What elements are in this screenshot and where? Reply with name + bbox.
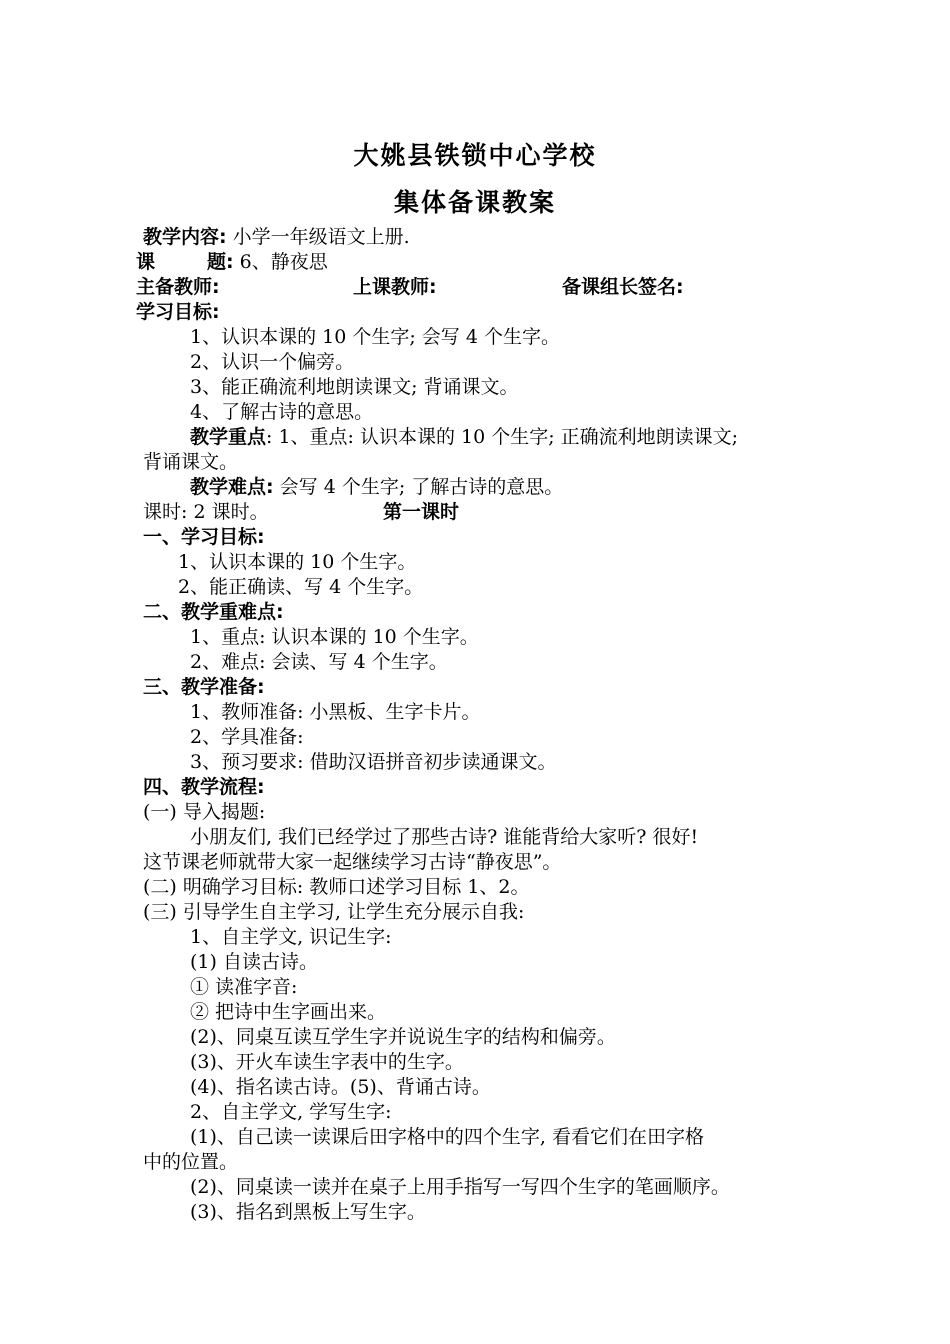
- section-heading: 二、教学重难点:: [143, 601, 284, 623]
- flow-line: 小朋友们, 我们已经学过了那些古诗? 谁能背给大家听? 很好!: [190, 826, 699, 848]
- lecturer-label: 上课教师:: [353, 276, 437, 298]
- objective-item: 2、认识一个偏旁。: [190, 351, 355, 373]
- flow-line: (2)、同桌互读互学生字并说说生字的结构和偏旁。: [190, 1026, 616, 1048]
- flow-line: 1、自主学文, 识记生字:: [190, 926, 392, 948]
- objective-item: 4、了解古诗的意思。: [190, 401, 374, 423]
- list-item: 1、认识本课的 10 个生字。: [178, 551, 417, 573]
- list-item: 2、学具准备:: [190, 726, 304, 748]
- flow-line: (2)、同桌读一读并在桌子上用手指写一写四个生字的笔画顺序。: [190, 1176, 730, 1198]
- flow-line: (3)、开火车读生字表中的生字。: [190, 1051, 464, 1073]
- section-heading: 三、教学准备:: [143, 676, 265, 698]
- flow-line: 2、自主学文, 学写生字:: [190, 1101, 392, 1123]
- flow-line: (二) 明确学习目标: 教师口述学习目标 1、2。: [143, 876, 530, 898]
- objectives-heading: 学习目标:: [136, 301, 220, 323]
- flow-line: (一) 导入揭题:: [143, 801, 266, 823]
- flow-line: (1) 自读古诗。: [190, 951, 318, 973]
- list-item: 2、难点: 会读、写 4 个生字。: [190, 651, 448, 673]
- objective-item: 3、能正确流利地朗读课文; 背诵课文。: [190, 376, 519, 398]
- key-points-text: : 1、重点: 认识本课的 10 个生字; 正确流利地朗读课文;: [266, 426, 739, 448]
- topic-label-a: 课: [136, 251, 156, 273]
- content-label: 教学内容:: [143, 226, 227, 248]
- main-teacher-label: 主备教师:: [136, 276, 220, 298]
- flow-line: 中的位置。: [143, 1151, 239, 1173]
- key-points-row: [190, 425, 738, 450]
- flow-line: 这节课老师就带大家一起继续学习古诗“静夜思”。: [143, 851, 562, 873]
- flow-line: (三) 引导学生自主学习, 让学生充分展示自我:: [143, 901, 525, 923]
- list-item: 3、预习要求: 借助汉语拼音初步读通课文。: [190, 751, 557, 773]
- topic-label-b: 题:: [207, 251, 234, 273]
- document-title: 集体备课教案: [393, 188, 556, 217]
- flow-line: (3)、指名到黑板上写生字。: [190, 1201, 426, 1223]
- flow-line: ② 把诗中生字画出来。: [190, 1001, 387, 1023]
- content-row: [143, 225, 410, 250]
- class-hours: 课时: 2 课时。: [143, 501, 269, 523]
- section-heading: 四、教学流程:: [143, 776, 265, 798]
- key-points-label: 教学重点: [190, 426, 267, 448]
- flow-line: (4)、指名读古诗。(5)、背诵古诗。: [190, 1076, 491, 1098]
- topic-value: 6、静夜思: [239, 251, 328, 273]
- flow-line: ① 读准字音:: [190, 976, 298, 998]
- difficulty-row: [190, 475, 563, 500]
- list-item: 1、重点: 认识本课的 10 个生字。: [190, 626, 479, 648]
- school-title: 大姚县铁锁中心学校: [353, 141, 597, 170]
- content-value: 小学一年级语文上册.: [232, 226, 410, 248]
- objective-item: 1、认识本课的 10 个生字; 会写 4 个生字。: [190, 326, 560, 348]
- flow-line: (1)、自己读一读课后田字格中的四个生字, 看看它们在田字格: [190, 1126, 704, 1148]
- list-item: 1、教师准备: 小黑板、生字卡片。: [190, 701, 481, 723]
- group-leader-label: 备课组长签名:: [562, 276, 684, 298]
- difficulty-label: 教学难点:: [190, 476, 274, 498]
- topic-row: [136, 250, 328, 275]
- list-item: 2、能正确读、写 4 个生字。: [178, 576, 424, 598]
- section-heading: 一、学习目标:: [143, 526, 265, 548]
- lesson-title: 第一课时: [383, 501, 460, 523]
- key-points-continued: 背诵课文。: [143, 451, 239, 473]
- difficulty-text: 会写 4 个生字; 了解古诗的意思。: [279, 476, 564, 498]
